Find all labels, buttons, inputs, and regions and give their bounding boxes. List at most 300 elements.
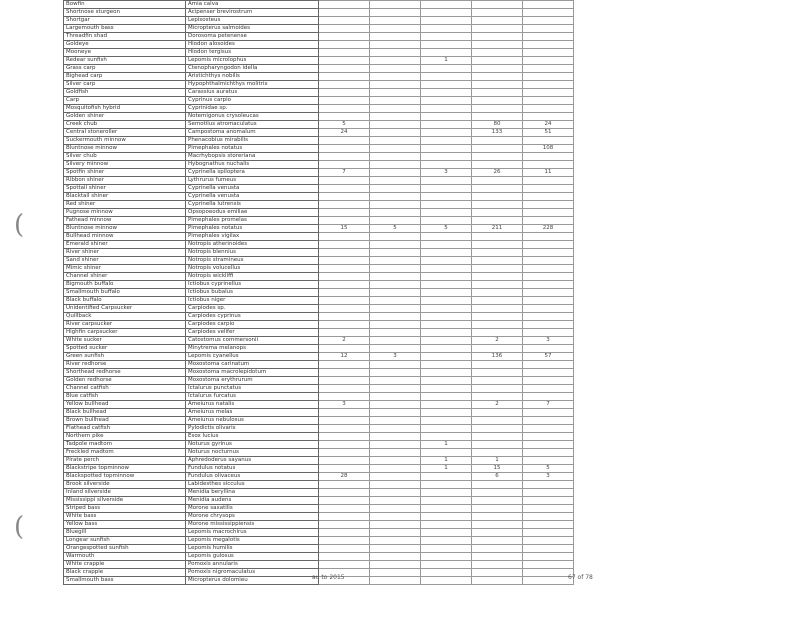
scientific-name-cell: Lepisosteus: [186, 17, 319, 25]
common-name-cell: Largemouth bass: [64, 25, 186, 33]
table-row: [64, 305, 574, 313]
count-cell-5: [523, 457, 574, 465]
count-cell-4: [472, 113, 523, 121]
common-name-cell: Highfin carpsucker: [64, 329, 186, 337]
count-cell-2: [370, 1, 421, 9]
scientific-name-cell: Moxostoma erythrurum: [186, 377, 319, 385]
count-cell-5: 24: [523, 121, 574, 129]
count-cell-3: [421, 513, 472, 521]
table-row: [64, 121, 574, 129]
common-name-cell: Green sunfish: [64, 353, 186, 361]
count-cell-2: [370, 249, 421, 257]
table-row: [64, 89, 574, 97]
count-cell-1: [319, 305, 370, 313]
count-cell-5: [523, 201, 574, 209]
count-cell-2: [370, 177, 421, 185]
count-cell-1: 7: [319, 169, 370, 177]
count-cell-2: [370, 393, 421, 401]
count-cell-4: [472, 289, 523, 297]
count-cell-5: [523, 425, 574, 433]
common-name-cell: Yellow bass: [64, 521, 186, 529]
count-cell-3: [421, 345, 472, 353]
count-cell-3: [421, 193, 472, 201]
count-cell-2: [370, 409, 421, 417]
table-row: [64, 57, 574, 65]
count-cell-1: [319, 369, 370, 377]
common-name-cell: Tadpole madtom: [64, 441, 186, 449]
binder-hole-mark-bottom: (: [14, 512, 25, 542]
scientific-name-cell: Morone chrysops: [186, 513, 319, 521]
count-cell-2: [370, 497, 421, 505]
count-cell-2: [370, 425, 421, 433]
count-cell-4: [472, 345, 523, 353]
count-cell-1: [319, 465, 370, 473]
count-cell-4: [472, 33, 523, 41]
count-cell-1: 12: [319, 353, 370, 361]
scientific-name-cell: Moxostoma carinatum: [186, 361, 319, 369]
count-cell-2: [370, 65, 421, 73]
common-name-cell: Bigmouth buffalo: [64, 281, 186, 289]
count-cell-3: [421, 577, 472, 585]
fish-species-table: [63, 0, 574, 585]
scientific-name-cell: Acipenser brevirostrum: [186, 9, 319, 17]
count-cell-1: [319, 313, 370, 321]
table-row: [64, 473, 574, 481]
table-row: [64, 9, 574, 17]
count-cell-3: [421, 409, 472, 417]
count-cell-1: [319, 81, 370, 89]
scientific-name-cell: Carpiodes sp.: [186, 305, 319, 313]
count-cell-4: 1: [472, 457, 523, 465]
count-cell-3: [421, 329, 472, 337]
common-name-cell: River carpsucker: [64, 321, 186, 329]
table-row: [64, 217, 574, 225]
common-name-cell: Shortnose sturgeon: [64, 9, 186, 17]
count-cell-1: [319, 377, 370, 385]
count-cell-1: [319, 9, 370, 17]
count-cell-4: [472, 569, 523, 577]
count-cell-4: [472, 249, 523, 257]
count-cell-1: [319, 561, 370, 569]
count-cell-3: [421, 417, 472, 425]
count-cell-3: 1: [421, 441, 472, 449]
count-cell-2: [370, 81, 421, 89]
count-cell-2: [370, 321, 421, 329]
count-cell-4: [472, 9, 523, 17]
count-cell-5: [523, 321, 574, 329]
count-cell-5: [523, 409, 574, 417]
table-row: [64, 49, 574, 57]
count-cell-3: [421, 17, 472, 25]
count-cell-3: 1: [421, 57, 472, 65]
scientific-name-cell: Lepomis microlophus: [186, 57, 319, 65]
count-cell-4: [472, 17, 523, 25]
scientific-name-cell: Ictalurus punctatus: [186, 385, 319, 393]
count-cell-1: [319, 273, 370, 281]
count-cell-2: [370, 281, 421, 289]
count-cell-4: [472, 545, 523, 553]
count-cell-2: [370, 441, 421, 449]
count-cell-4: [472, 49, 523, 57]
count-cell-5: [523, 561, 574, 569]
scientific-name-cell: Pimephales notatus: [186, 145, 319, 153]
count-cell-3: [421, 393, 472, 401]
common-name-cell: Threadfin shad: [64, 33, 186, 41]
count-cell-1: [319, 265, 370, 273]
table-row: [64, 393, 574, 401]
count-cell-2: [370, 289, 421, 297]
common-name-cell: White bass: [64, 513, 186, 521]
scientific-name-cell: Labidesthes sicculus: [186, 481, 319, 489]
count-cell-2: [370, 361, 421, 369]
count-cell-4: 136: [472, 353, 523, 361]
scientific-name-cell: Carassius auratus: [186, 89, 319, 97]
count-cell-5: [523, 329, 574, 337]
count-cell-2: [370, 465, 421, 473]
common-name-cell: Spotted sucker: [64, 345, 186, 353]
common-name-cell: Mooneye: [64, 49, 186, 57]
scientific-name-cell: Noturus gyrinus: [186, 441, 319, 449]
count-cell-1: [319, 417, 370, 425]
scientific-name-cell: Hybognathus nuchalis: [186, 161, 319, 169]
count-cell-5: [523, 297, 574, 305]
count-cell-4: [472, 209, 523, 217]
count-cell-1: [319, 193, 370, 201]
common-name-cell: Channel catfish: [64, 385, 186, 393]
count-cell-2: [370, 33, 421, 41]
count-cell-1: [319, 209, 370, 217]
count-cell-1: [319, 57, 370, 65]
common-name-cell: River redhorse: [64, 361, 186, 369]
count-cell-2: [370, 449, 421, 457]
count-cell-3: [421, 33, 472, 41]
count-cell-4: [472, 57, 523, 65]
scientific-name-cell: Opsopoeodus emiliae: [186, 209, 319, 217]
scientific-name-cell: Menidia beryllina: [186, 489, 319, 497]
count-cell-3: [421, 297, 472, 305]
count-cell-4: [472, 217, 523, 225]
count-cell-4: [472, 201, 523, 209]
count-cell-5: [523, 209, 574, 217]
count-cell-1: [319, 393, 370, 401]
table-row: [64, 409, 574, 417]
count-cell-5: 3: [523, 337, 574, 345]
count-cell-1: [319, 137, 370, 145]
count-cell-4: [472, 489, 523, 497]
fish-table-body: [64, 1, 574, 585]
count-cell-1: [319, 33, 370, 41]
count-cell-2: [370, 129, 421, 137]
count-cell-4: [472, 537, 523, 545]
count-cell-2: [370, 233, 421, 241]
count-cell-4: [472, 497, 523, 505]
count-cell-5: [523, 17, 574, 25]
common-name-cell: Blackstripe topminnow: [64, 465, 186, 473]
count-cell-2: [370, 113, 421, 121]
table-row: [64, 385, 574, 393]
table-row: [64, 153, 574, 161]
count-cell-2: [370, 385, 421, 393]
scientific-name-cell: Hypophthalmichthys molitrix: [186, 81, 319, 89]
count-cell-5: [523, 505, 574, 513]
scientific-name-cell: Ameiurus melas: [186, 409, 319, 417]
common-name-cell: Shorthead redhorse: [64, 369, 186, 377]
scientific-name-cell: Fundulus notatus: [186, 465, 319, 473]
common-name-cell: White sucker: [64, 337, 186, 345]
count-cell-2: [370, 537, 421, 545]
count-cell-3: [421, 97, 472, 105]
count-cell-3: [421, 361, 472, 369]
scientific-name-cell: Pomoxis annularis: [186, 561, 319, 569]
count-cell-3: [421, 81, 472, 89]
count-cell-5: [523, 345, 574, 353]
common-name-cell: Suckermouth minnow: [64, 137, 186, 145]
common-name-cell: Mimic shiner: [64, 265, 186, 273]
count-cell-1: 28: [319, 473, 370, 481]
count-cell-2: [370, 553, 421, 561]
count-cell-3: 1: [421, 465, 472, 473]
count-cell-1: [319, 545, 370, 553]
count-cell-3: [421, 217, 472, 225]
count-cell-1: [319, 481, 370, 489]
count-cell-2: [370, 201, 421, 209]
count-cell-2: 3: [370, 353, 421, 361]
count-cell-4: [472, 409, 523, 417]
count-cell-4: 2: [472, 401, 523, 409]
count-cell-4: [472, 1, 523, 9]
common-name-cell: Longear sunfish: [64, 537, 186, 545]
count-cell-2: [370, 241, 421, 249]
common-name-cell: Bullhead minnow: [64, 233, 186, 241]
count-cell-5: [523, 57, 574, 65]
count-cell-4: [472, 97, 523, 105]
common-name-cell: Quillback: [64, 313, 186, 321]
count-cell-1: [319, 281, 370, 289]
table-row: [64, 25, 574, 33]
count-cell-1: [319, 17, 370, 25]
count-cell-3: [421, 561, 472, 569]
scientific-name-cell: Noturus nocturnus: [186, 449, 319, 457]
common-name-cell: Blackspotted topminnow: [64, 473, 186, 481]
count-cell-5: [523, 313, 574, 321]
count-cell-3: [421, 89, 472, 97]
count-cell-4: [472, 521, 523, 529]
count-cell-3: [421, 241, 472, 249]
count-cell-1: [319, 105, 370, 113]
count-cell-5: [523, 513, 574, 521]
table-row: [64, 561, 574, 569]
scientific-name-cell: Moxostoma macrolepidotum: [186, 369, 319, 377]
count-cell-2: [370, 577, 421, 585]
scientific-name-cell: Lepomis humilis: [186, 545, 319, 553]
count-cell-1: [319, 329, 370, 337]
count-cell-5: [523, 481, 574, 489]
table-row: [64, 337, 574, 345]
count-cell-1: [319, 553, 370, 561]
scientific-name-cell: Dorosoma petenense: [186, 33, 319, 41]
count-cell-5: 57: [523, 353, 574, 361]
count-cell-5: [523, 289, 574, 297]
count-cell-3: [421, 321, 472, 329]
count-cell-4: [472, 425, 523, 433]
count-cell-5: [523, 241, 574, 249]
count-cell-3: [421, 137, 472, 145]
count-cell-1: [319, 345, 370, 353]
table-row: [64, 249, 574, 257]
count-cell-1: [319, 409, 370, 417]
count-cell-3: [421, 185, 472, 193]
common-name-cell: Smallmouth buffalo: [64, 289, 186, 297]
table-row: [64, 65, 574, 73]
count-cell-2: [370, 57, 421, 65]
count-cell-2: [370, 505, 421, 513]
table-row: [64, 281, 574, 289]
count-cell-2: [370, 41, 421, 49]
count-cell-5: [523, 9, 574, 17]
count-cell-4: 26: [472, 169, 523, 177]
count-cell-2: [370, 473, 421, 481]
count-cell-4: [472, 529, 523, 537]
count-cell-4: [472, 393, 523, 401]
table-row: [64, 241, 574, 249]
common-name-cell: Fathead minnow: [64, 217, 186, 225]
count-cell-4: [472, 41, 523, 49]
count-cell-4: [472, 89, 523, 97]
count-cell-1: [319, 65, 370, 73]
common-name-cell: Redear sunfish: [64, 57, 186, 65]
common-name-cell: Bowfin: [64, 1, 186, 9]
count-cell-1: [319, 425, 370, 433]
count-cell-4: 133: [472, 129, 523, 137]
scientific-name-cell: Pimephales vigilax: [186, 233, 319, 241]
count-cell-2: [370, 569, 421, 577]
table-row: [64, 297, 574, 305]
count-cell-4: [472, 577, 523, 585]
count-cell-5: [523, 545, 574, 553]
count-cell-5: [523, 193, 574, 201]
table-row: [64, 321, 574, 329]
count-cell-2: [370, 145, 421, 153]
count-cell-2: [370, 121, 421, 129]
count-cell-4: [472, 65, 523, 73]
count-cell-3: [421, 401, 472, 409]
count-cell-2: [370, 49, 421, 57]
count-cell-3: [421, 145, 472, 153]
scientific-name-cell: Cyprinella spiloptera: [186, 169, 319, 177]
scientific-name-cell: Carpiodes cyprinus: [186, 313, 319, 321]
count-cell-1: [319, 297, 370, 305]
count-cell-1: [319, 457, 370, 465]
count-cell-3: [421, 49, 472, 57]
count-cell-3: [421, 521, 472, 529]
count-cell-1: 3: [319, 401, 370, 409]
count-cell-3: [421, 177, 472, 185]
count-cell-2: [370, 513, 421, 521]
binder-hole-mark-top: (: [14, 210, 25, 240]
count-cell-4: [472, 433, 523, 441]
count-cell-4: [472, 265, 523, 273]
common-name-cell: Carp: [64, 97, 186, 105]
common-name-cell: Mississippi silverside: [64, 497, 186, 505]
count-cell-2: [370, 193, 421, 201]
count-cell-3: [421, 65, 472, 73]
table-row: [64, 377, 574, 385]
common-name-cell: Bighead carp: [64, 73, 186, 81]
count-cell-3: [421, 25, 472, 33]
count-cell-4: [472, 25, 523, 33]
count-cell-4: [472, 305, 523, 313]
count-cell-3: [421, 337, 472, 345]
scientific-name-cell: Cyprinella venusta: [186, 185, 319, 193]
common-name-cell: Sand shiner: [64, 257, 186, 265]
count-cell-5: [523, 393, 574, 401]
scientific-name-cell: Aristichthys nobilis: [186, 73, 319, 81]
table-row: [64, 529, 574, 537]
table-row: [64, 497, 574, 505]
count-cell-4: [472, 449, 523, 457]
scientific-name-cell: Fundulus olivaceus: [186, 473, 319, 481]
count-cell-1: [319, 433, 370, 441]
count-cell-5: [523, 65, 574, 73]
count-cell-4: [472, 177, 523, 185]
count-cell-3: [421, 385, 472, 393]
count-cell-2: 5: [370, 225, 421, 233]
count-cell-5: [523, 537, 574, 545]
common-name-cell: White crappie: [64, 561, 186, 569]
count-cell-2: [370, 345, 421, 353]
count-cell-2: [370, 313, 421, 321]
scientific-name-cell: Aphredoderus sayanus: [186, 457, 319, 465]
table-row: [64, 113, 574, 121]
count-cell-3: [421, 545, 472, 553]
scientific-name-cell: Notropis wickliffi: [186, 273, 319, 281]
count-cell-2: [370, 209, 421, 217]
count-cell-5: [523, 233, 574, 241]
table-row: [64, 81, 574, 89]
count-cell-1: [319, 113, 370, 121]
table-row: [64, 265, 574, 273]
table-row: [64, 345, 574, 353]
count-cell-4: [472, 137, 523, 145]
table-row: [64, 257, 574, 265]
count-cell-5: [523, 489, 574, 497]
count-cell-3: [421, 537, 472, 545]
scientific-name-cell: Macrhybopsis storeriana: [186, 153, 319, 161]
scientific-name-cell: Notropis atherinoides: [186, 241, 319, 249]
count-cell-3: [421, 265, 472, 273]
count-cell-4: [472, 481, 523, 489]
common-name-cell: Blue catfish: [64, 393, 186, 401]
table-row: [64, 465, 574, 473]
table-row: [64, 417, 574, 425]
count-cell-1: [319, 185, 370, 193]
scientific-name-cell: Ictiobus cyprinellus: [186, 281, 319, 289]
count-cell-4: [472, 513, 523, 521]
count-cell-2: [370, 489, 421, 497]
scientific-name-cell: Pomoxis nigromaculatus: [186, 569, 319, 577]
common-name-cell: Grass carp: [64, 65, 186, 73]
count-cell-1: [319, 489, 370, 497]
count-cell-1: [319, 497, 370, 505]
footer-date: au to 2015: [312, 574, 345, 581]
count-cell-5: [523, 449, 574, 457]
scientific-name-cell: Lepomis gulosus: [186, 553, 319, 561]
count-cell-4: 80: [472, 121, 523, 129]
common-name-cell: Spottail shiner: [64, 185, 186, 193]
count-cell-5: [523, 577, 574, 585]
table-row: [64, 145, 574, 153]
count-cell-4: [472, 281, 523, 289]
